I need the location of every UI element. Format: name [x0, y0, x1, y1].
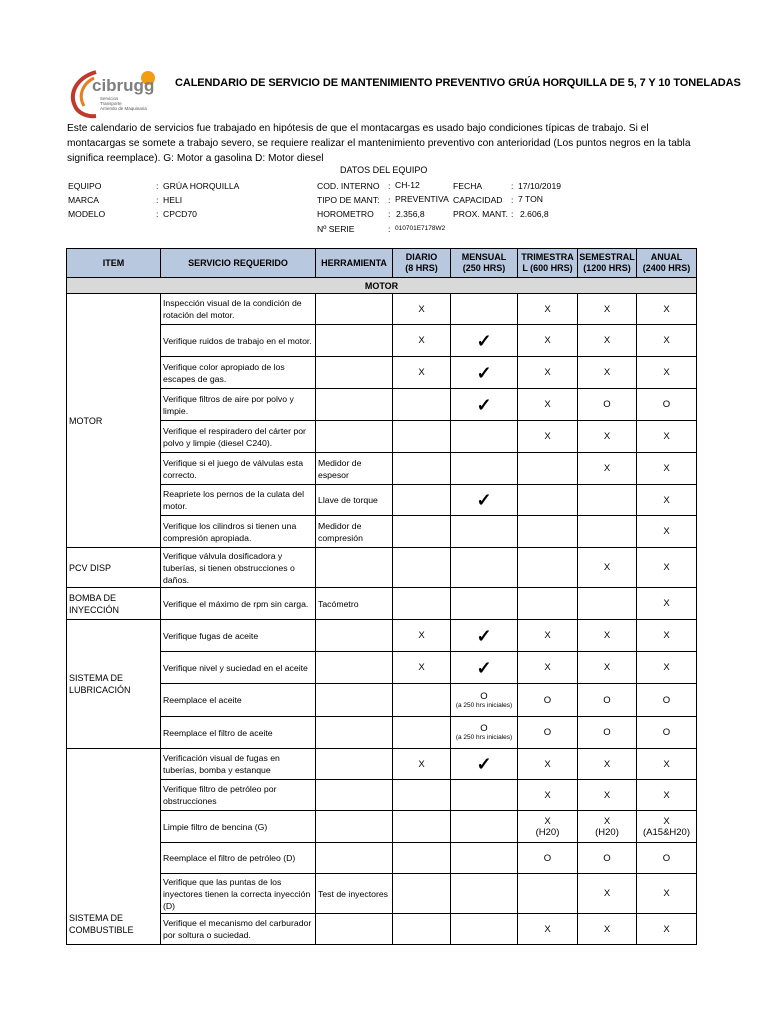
tool-cell: Llave de torque [316, 485, 393, 516]
mark-value: X [544, 335, 551, 346]
frequency-mark-s [578, 389, 637, 421]
frequency-mark-a [637, 453, 697, 485]
mark-value: X [603, 815, 611, 827]
frequency-mark-s [578, 485, 637, 516]
frequency-mark-m [451, 485, 518, 516]
frequency-mark-t [518, 914, 578, 945]
mark-value: X [544, 789, 551, 801]
tool-cell [316, 684, 393, 717]
frequency-mark-t [518, 620, 578, 652]
equipment-section-title: DATOS DEL EQUIPO [340, 165, 428, 175]
mark-value: X [663, 662, 670, 673]
frequency-mark-t [518, 421, 578, 453]
tool-cell [316, 717, 393, 749]
frequency-mark-m [451, 811, 518, 843]
frequency-mark-d [393, 684, 451, 717]
service-cell: Reemplace el filtro de petróleo (D) [161, 843, 316, 874]
frequency-mark-m [451, 717, 518, 749]
table-row [67, 485, 697, 516]
frequency-mark-m [451, 749, 518, 780]
mark-value: O [662, 694, 671, 706]
service-cell: Verifique los cilindros si tienen una compresión apropiada. [161, 516, 316, 548]
mark-value: O [662, 727, 671, 738]
check-icon: ✓ [476, 362, 492, 383]
service-cell: Verifique ruidos de trabajo en el motor. [161, 325, 316, 357]
item-cell: SISTEMA DE LUBRICACIÓN [67, 620, 161, 749]
mark-value: X [663, 335, 670, 346]
table-row [67, 717, 697, 749]
frequency-mark-a [637, 548, 697, 588]
mark-value: X [418, 758, 425, 770]
mark-value: X [418, 335, 425, 346]
frequency-mark-a [637, 749, 697, 780]
marca-label: MARCA [68, 195, 100, 205]
mark-value: X [603, 662, 611, 673]
mark-value: O [662, 399, 671, 410]
frequency-mark-s [578, 294, 637, 325]
item-cell: SISTEMA DE COMBUSTIBLE [67, 749, 161, 945]
frequency-mark-t [518, 485, 578, 516]
col-header-herramienta: HERRAMIENTA [316, 249, 393, 278]
table-row [67, 620, 697, 652]
frequency-mark-s [578, 453, 637, 485]
mark-value: X [663, 367, 670, 378]
frequency-mark-d [393, 516, 451, 548]
frequency-mark-s [578, 780, 637, 811]
frequency-mark-t [518, 588, 578, 620]
mark-value: X [663, 815, 670, 827]
service-cell: Verifique nivel y suciedad en el aceite [161, 652, 316, 684]
mark-value: X [663, 562, 670, 573]
frequency-mark-s [578, 421, 637, 453]
frequency-mark-d [393, 421, 451, 453]
col-header-diario: DIARIO (8 HRS) [393, 249, 451, 278]
frequency-mark-t [518, 843, 578, 874]
mark-value: X [418, 303, 425, 315]
table-row [67, 389, 697, 421]
mark-value: X [603, 562, 611, 573]
equipo-label: EQUIPO [68, 181, 102, 191]
mark-value: X [544, 431, 551, 442]
tool-cell [316, 780, 393, 811]
mark-value: X [418, 367, 425, 378]
tool-cell: Tacómetro [316, 588, 393, 620]
frequency-mark-a [637, 516, 697, 548]
mark-value: X [603, 303, 611, 315]
frequency-mark-s [578, 749, 637, 780]
mark-value: O [662, 852, 671, 864]
frequency-mark-a [637, 357, 697, 389]
table-row [67, 874, 697, 914]
serie-label: Nº SERIE [317, 224, 355, 234]
service-cell: Verifique el máximo de rpm sin carga. [161, 588, 316, 620]
frequency-mark-a [637, 652, 697, 684]
frequency-mark-d [393, 811, 451, 843]
service-cell: Verifique que las puntas de los inyectores tienen la correcta inyección (D) [161, 874, 316, 914]
table-row [67, 516, 697, 548]
check-icon: ✓ [476, 754, 492, 774]
prox-mant-value: 2.606,8 [520, 209, 549, 219]
frequency-mark-s [578, 516, 637, 548]
frequency-mark-s [578, 620, 637, 652]
tool-cell [316, 652, 393, 684]
frequency-mark-t [518, 548, 578, 588]
mark-value: X [603, 431, 611, 442]
frequency-mark-m [451, 620, 518, 652]
frequency-mark-m [451, 357, 518, 389]
frequency-mark-d [393, 588, 451, 620]
frequency-mark-m [451, 914, 518, 945]
tipo-label: TIPO DE MANT: [317, 195, 380, 205]
mark-value: O [480, 690, 488, 702]
frequency-mark-a [637, 914, 697, 945]
mark-value: X [663, 630, 670, 641]
fecha-value: 17/10/2019 [518, 181, 562, 191]
mark-value: O [603, 399, 611, 410]
section-title-motor: MOTOR [67, 278, 697, 294]
mark-value: X [663, 303, 670, 315]
mark-value: O [603, 694, 611, 706]
service-cell: Verifique filtro de petróleo por obstrucciones [161, 780, 316, 811]
prox-mant-label: PROX. MANT. [453, 209, 508, 219]
col-header-item: ITEM [67, 249, 161, 278]
table-row [67, 652, 697, 684]
mark-value: X [663, 526, 670, 537]
frequency-mark-s [578, 684, 637, 717]
frequency-mark-t [518, 652, 578, 684]
frequency-mark-m [451, 843, 518, 874]
cod-value: CH-12 [395, 180, 420, 190]
col-header-anual: ANUAL (2400 HRS) [637, 249, 697, 278]
cod-label: COD. INTERNO [317, 181, 380, 191]
frequency-mark-d [393, 357, 451, 389]
mark-note: (H20) [595, 826, 619, 838]
mark-value: X [603, 335, 611, 346]
mark-value: X [663, 888, 670, 899]
frequency-mark-a [637, 780, 697, 811]
frequency-mark-a [637, 811, 697, 843]
frequency-mark-a [637, 294, 697, 325]
tool-cell: Test de inyectores [316, 874, 393, 914]
mark-value: X [418, 662, 425, 673]
service-cell: Reemplace el filtro de aceite [161, 717, 316, 749]
frequency-mark-s [578, 588, 637, 620]
frequency-mark-t [518, 453, 578, 485]
item-cell: MOTOR [67, 294, 161, 548]
frequency-mark-s [578, 652, 637, 684]
frequency-mark-m [451, 389, 518, 421]
tool-cell [316, 914, 393, 945]
frequency-mark-d [393, 874, 451, 914]
tool-cell [316, 811, 393, 843]
capacidad-value: 7 TON [518, 194, 543, 204]
intro-paragraph: Este calendario de servicios fue trabajado en hipótesis de que el montacargas es usado bajo condiciones típicas de trabajo. Si el montacargas se somete a trabajo severo, se requiere realizar el mantenimiento preventivo con anterioridad (Los puntos negros en la tabla significa reemplace). G: Motor a gasolina D: Motor diesel [67, 123, 691, 164]
col-header-semestral: SEMESTRAL (1200 HRS) [578, 249, 637, 278]
frequency-mark-m [451, 548, 518, 588]
mark-note: (H20) [535, 826, 560, 838]
frequency-mark-m [451, 325, 518, 357]
svg-text:Servicios: Servicios [100, 96, 119, 101]
frequency-mark-d [393, 453, 451, 485]
frequency-mark-d [393, 652, 451, 684]
tool-cell [316, 749, 393, 780]
service-cell: Verifique color apropiado de los escapes de gas. [161, 357, 316, 389]
mark-value: X [603, 367, 611, 378]
frequency-mark-d [393, 389, 451, 421]
svg-text:Transporte: Transporte [100, 101, 122, 106]
frequency-mark-d [393, 780, 451, 811]
col-header-mensual: MENSUAL (250 HRS) [451, 249, 518, 278]
mark-value: O [480, 723, 488, 734]
mark-value: X [663, 923, 670, 935]
service-cell: Inspección visual de la condición de rotación del motor. [161, 294, 316, 325]
mark-value: X [603, 463, 611, 474]
frequency-mark-d [393, 914, 451, 945]
mark-value: X [544, 662, 551, 673]
tool-cell [316, 620, 393, 652]
mark-value: X [663, 758, 670, 770]
frequency-mark-m [451, 453, 518, 485]
frequency-mark-t [518, 749, 578, 780]
frequency-mark-t [518, 717, 578, 749]
service-cell: Verifique fugas de aceite [161, 620, 316, 652]
frequency-mark-s [578, 548, 637, 588]
check-icon: ✓ [476, 330, 492, 351]
maintenance-schedule-table [66, 248, 697, 945]
equipo-value: GRÚA HORQUILLA [163, 181, 240, 191]
frequency-mark-s [578, 325, 637, 357]
frequency-mark-d [393, 843, 451, 874]
check-icon: ✓ [476, 394, 492, 415]
modelo-label: MODELO [68, 209, 106, 219]
mark-value: O [603, 852, 611, 864]
mark-value: X [603, 758, 611, 770]
mark-value: X [418, 630, 425, 641]
check-icon: ✓ [476, 657, 492, 678]
table-header-row [67, 249, 697, 278]
frequency-mark-m [451, 874, 518, 914]
col-header-trimestral: TRIMESTRA L (600 HRS) [518, 249, 578, 278]
tool-cell: Medidor de compresión [316, 516, 393, 548]
tool-cell [316, 325, 393, 357]
mark-value: X [544, 758, 551, 770]
table-row [67, 421, 697, 453]
company-logo [66, 64, 160, 120]
svg-text:Arriendo de Maquinaria: Arriendo de Maquinaria [100, 106, 147, 111]
frequency-mark-t [518, 874, 578, 914]
capacidad-label: CAPACIDAD [453, 195, 503, 205]
section-row [67, 278, 697, 294]
service-cell: Verifique válvula dosificadora y tuberías, si tienen obstrucciones o daños. [161, 548, 316, 588]
col-header-servicio: SERVICIO REQUERIDO [161, 249, 316, 278]
frequency-mark-a [637, 485, 697, 516]
frequency-mark-d [393, 620, 451, 652]
frequency-mark-m [451, 588, 518, 620]
mark-value: O [543, 727, 552, 738]
service-cell: Verifique el mecanismo del carburador por soltura o suciedad. [161, 914, 316, 945]
frequency-mark-a [637, 421, 697, 453]
mark-value: O [543, 852, 552, 864]
mark-value: X [544, 399, 551, 410]
frequency-mark-d [393, 749, 451, 780]
frequency-mark-s [578, 843, 637, 874]
mark-value: X [603, 789, 611, 801]
mark-value: X [663, 598, 670, 609]
mark-value: X [603, 630, 611, 641]
frequency-mark-m [451, 421, 518, 453]
frequency-mark-a [637, 588, 697, 620]
tool-cell [316, 294, 393, 325]
tool-cell [316, 421, 393, 453]
frequency-mark-s [578, 357, 637, 389]
horometro-value: 2.356,8 [396, 209, 425, 219]
mark-value: X [663, 789, 670, 801]
frequency-mark-a [637, 620, 697, 652]
table-row [67, 453, 697, 485]
fecha-label: FECHA [453, 181, 483, 191]
frequency-mark-t [518, 684, 578, 717]
frequency-mark-d [393, 717, 451, 749]
check-icon: ✓ [476, 490, 492, 510]
mark-value: X [663, 494, 670, 506]
item-cell: PCV DISP [67, 548, 161, 588]
service-cell: Reemplace el aceite [161, 684, 316, 717]
tool-cell [316, 357, 393, 389]
frequency-mark-t [518, 811, 578, 843]
tool-cell [316, 843, 393, 874]
table-row [67, 811, 697, 843]
mark-value: O [543, 694, 552, 706]
frequency-mark-t [518, 389, 578, 421]
frequency-mark-d [393, 294, 451, 325]
mark-value: X [544, 630, 551, 641]
mark-value: X [544, 367, 551, 378]
mark-value: X [544, 923, 551, 935]
mark-value: X [544, 815, 551, 827]
frequency-mark-a [637, 717, 697, 749]
tool-cell [316, 389, 393, 421]
serie-value: 010701E7178W2 [395, 225, 446, 232]
frequency-mark-m [451, 652, 518, 684]
frequency-mark-t [518, 294, 578, 325]
table-row [67, 294, 697, 325]
document-title: CALENDARIO DE SERVICIO DE MANTENIMIENTO PREVENTIVO GRÚA HORQUILLA DE 5, 7 Y 10 TONELADAS [175, 77, 741, 89]
tool-cell: Medidor de espesor [316, 453, 393, 485]
table-row [67, 843, 697, 874]
frequency-mark-m [451, 684, 518, 717]
frequency-mark-a [637, 684, 697, 717]
mark-value: X [603, 888, 611, 899]
frequency-mark-a [637, 874, 697, 914]
table-row [67, 548, 697, 588]
frequency-mark-m [451, 516, 518, 548]
frequency-mark-s [578, 914, 637, 945]
tool-cell [316, 548, 393, 588]
frequency-mark-t [518, 516, 578, 548]
frequency-mark-a [637, 389, 697, 421]
mark-value: X [663, 431, 670, 442]
frequency-mark-s [578, 717, 637, 749]
frequency-mark-a [637, 325, 697, 357]
mark-value: X [663, 463, 670, 474]
mark-note: (A15&H20) [643, 826, 690, 838]
mark-note: (a 250 hrs iniciales) [455, 734, 513, 741]
frequency-mark-a [637, 843, 697, 874]
table-row [67, 914, 697, 945]
table-row [67, 749, 697, 780]
frequency-mark-s [578, 811, 637, 843]
table-row [67, 780, 697, 811]
frequency-mark-d [393, 548, 451, 588]
check-icon: ✓ [476, 625, 492, 646]
horometro-label: HOROMETRO [317, 209, 374, 219]
service-cell: Limpie filtro de bencina (G) [161, 811, 316, 843]
mark-value: X [603, 923, 611, 935]
logo-text: cibrugg [92, 76, 155, 95]
service-cell: Verifique el respiradero del cárter por polvo y limpie (diesel C240). [161, 421, 316, 453]
service-cell: Verifique filtros de aire por polvo y limpie. [161, 389, 316, 421]
tipo-value: PREVENTIVA [395, 194, 449, 204]
table-row [67, 325, 697, 357]
frequency-mark-m [451, 294, 518, 325]
frequency-mark-d [393, 325, 451, 357]
service-cell: Verifique si el juego de válvulas esta correcto. [161, 453, 316, 485]
frequency-mark-t [518, 325, 578, 357]
mark-note: (a 250 hrs iniciales) [455, 701, 513, 709]
service-cell: Reapriete los pernos de la culata del motor. [161, 485, 316, 516]
table-row [67, 684, 697, 717]
frequency-mark-t [518, 357, 578, 389]
mark-value: X [544, 303, 551, 315]
frequency-mark-m [451, 780, 518, 811]
modelo-value: CPCD70 [163, 209, 197, 219]
table-row [67, 588, 697, 620]
marca-value: HELI [163, 195, 183, 205]
item-cell: BOMBA DE INYECCIÓN [67, 588, 161, 620]
service-cell: Verificación visual de fugas en tuberías, bomba y estanque [161, 749, 316, 780]
frequency-mark-d [393, 485, 451, 516]
frequency-mark-t [518, 780, 578, 811]
table-row [67, 357, 697, 389]
mark-value: O [603, 727, 611, 738]
frequency-mark-s [578, 874, 637, 914]
